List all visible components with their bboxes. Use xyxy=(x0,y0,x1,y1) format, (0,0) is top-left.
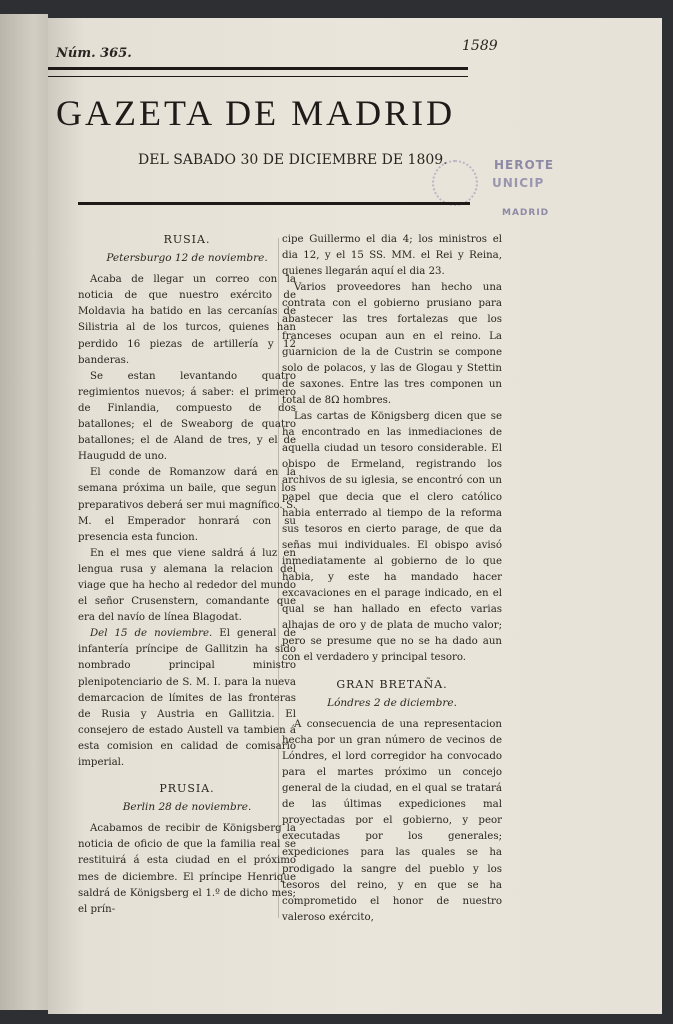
place-date-petersburgo: Petersburgo 12 de noviembre. xyxy=(106,252,268,265)
masthead-rule xyxy=(78,202,470,205)
seal-icon xyxy=(432,160,478,206)
article-paragraph xyxy=(78,626,296,771)
article-paragraph: A consecuencia de una representacion hecha por un gran número de vecinos de Lóndres, el lord corregidor ha convocado para el martes próximo un concejo general de la ciudad, en el qual se tratará de las últimas expediciones mal proyectadas por el gobierno, y peor executadas por los generales; expediciones para las quales se ha prodigado la sangre del pueblo y los tesoros del reino, y en que se ha comprometido el honor de nuestro valeroso exército, xyxy=(282,718,502,923)
article-paragraph: El conde de Romanzow dará en la semana próxima un baile, que segun los preparativos deberá ser mui magnífico. S. M. el Emperador honrará con su presencia esta funcion. xyxy=(78,467,296,543)
facing-page-edge xyxy=(0,14,48,1010)
article-paragraph: Se estan levantando quatro regimientos nuevos; á saber: el primero de Finlandia, compuesto de dos batallones; el de Sweaborg de quatro batallones; el de Aland de tres, y el de Haugudd de uno. xyxy=(78,370,296,463)
article-paragraph: cipe Guillermo el dia 4; los ministros el dia 12, y el 15 SS. MM. el Rei y Reina, quienes llegarán aquí el dia 23. xyxy=(282,234,502,278)
section-title-prusia: PRUSIA. xyxy=(159,782,215,796)
dateline: DEL SABADO 30 DE DICIEMBRE DE 1809. xyxy=(138,152,448,168)
paragraph-text: El general de infantería príncipe de Gallitzin ha sido nombrado principal ministro plenipotenciario de S. M. I. para la nueva demarcacion de límites de las fronteras de Rusia y Austria en Gallitzia. El consejero de estado Austell va tambien á esta comision en calidad de comisario imperial. xyxy=(78,628,296,768)
section-title-rusia: RUSIA. xyxy=(163,233,211,246)
place-date-londres: Lóndres 2 de diciembre. xyxy=(327,696,457,709)
issue-number: Núm. 365. xyxy=(56,46,132,61)
column-right xyxy=(282,232,502,926)
article-paragraph: En el mes que viene saldrá á luz en lengua rusa y alemana la relacion del viage que ha hecho al rededor del mundo el señor Crusenstern, comandante que era del navío de línea Blagodat. xyxy=(78,547,296,624)
stamp-line-2: UNICIP xyxy=(492,176,545,190)
page-number: 1589 xyxy=(462,38,498,54)
section-title-gran-bretana: GRAN BRETAÑA. xyxy=(336,677,448,691)
top-double-rule xyxy=(48,67,468,77)
place-date-inline: Del 15 de noviembre. xyxy=(90,628,213,640)
article-paragraph: Acabamos de recibir de Königsberg la noticia de oficio de que la familia real se restituirá á esta ciudad en el próximo mes de diciembre. El príncipe Henrique saldrá de Königsberg el 1.º de dicho mes; el prín- xyxy=(78,823,296,915)
stamp-line-1: HEROTE xyxy=(494,158,555,172)
article-paragraph: Las cartas de Königsberg dicen que se ha encontrado en las inmediaciones de aquella ciudad un tesoro considerable. El obispo de Ermeland, registrando los archivos de su iglesia, se encontró con un papel que decia que el clero católico habia enterrado al tiempo de la reforma sus tesoros en cierto parage, de que da señas mui individuales. El obispo avisó inmediatamente al gobierno de lo que habia, y este ha mandado hacer excavaciones en el parage indicado, en el qual se han hallado en efecto varias alhajas de oro y de plata de mucho valor; pero se presume que no se ha dado aun con el verdadero y principal tesoro. xyxy=(282,411,502,664)
library-stamp xyxy=(432,158,582,238)
article-paragraph: Varios proveedores han hecho una contrata con el gobierno prusiano para abastecer las tres fortalezas que los franceses ocupan aun en el reino. La guarnicion de la de Custrin se compone solo de polacos, y las de Glogau y Stettin de saxones. Entre las tres componen un total de 8Ω hombres. xyxy=(282,282,502,406)
place-date-berlin: Berlin 28 de noviembre. xyxy=(122,801,252,814)
article-paragraph: Acaba de llegar un correo con la noticia de que nuestro exército de Moldavia ha batido en las cercanías de Silistria al de los turcos, quienes han perdido 16 piezas de artillería y 12 banderas. xyxy=(78,274,296,366)
masthead-title: GAZETA DE MADRID xyxy=(56,93,456,133)
column-left xyxy=(78,232,296,918)
stamp-line-3: MADRID xyxy=(502,208,550,218)
